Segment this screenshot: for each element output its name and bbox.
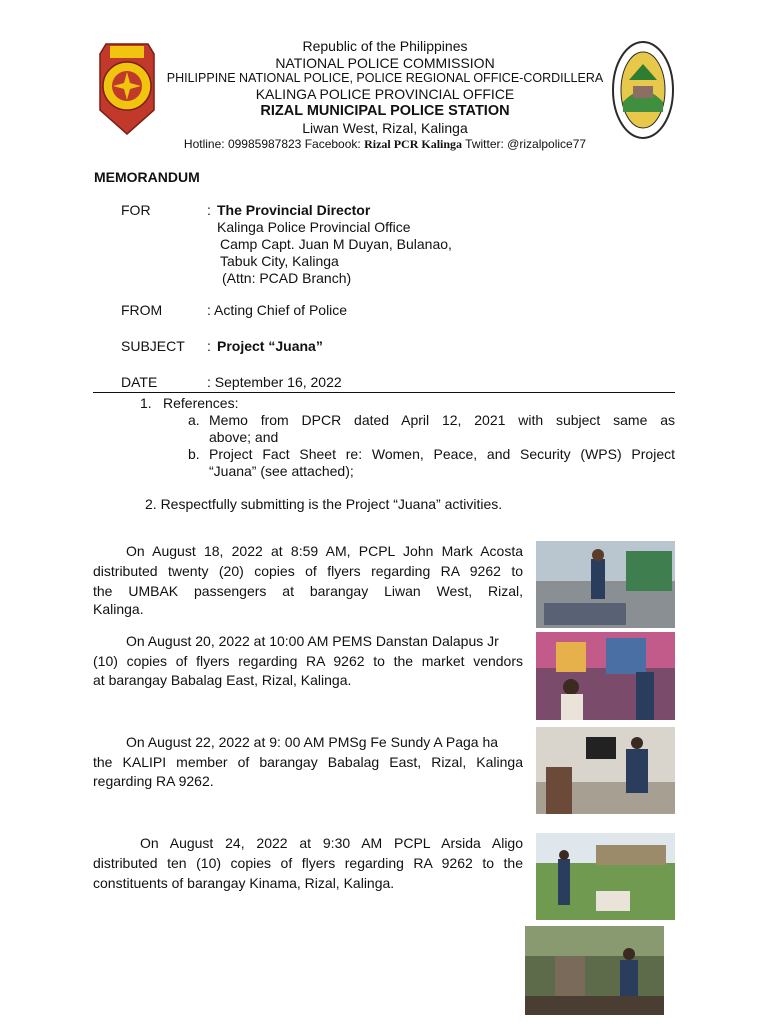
activity-2-line: (10) copies of flyers regarding RA 9262 to the market vendors	[93, 653, 523, 669]
from-label: FROM	[121, 302, 163, 318]
header-republic: Republic of the Philippines	[302, 38, 468, 54]
activity-4-photo	[536, 833, 675, 920]
activity-3-line: the KALIPI member of barangay Babalag East, Rizal, Kalinga	[93, 754, 523, 770]
subject-value: Project “Juana”	[217, 338, 323, 354]
for-line: Camp Capt. Juan M Duyan, Bulanao,	[220, 236, 452, 252]
ref-number: 1.	[140, 395, 152, 411]
for-colon: :	[207, 202, 211, 218]
activity-1-photo	[536, 541, 675, 628]
activity-1-line: the UMBAK passengers at barangay Liwan West, Rizal,	[93, 583, 523, 599]
hotline-text: Hotline: 09985987823 Facebook:	[183, 137, 365, 151]
for-label: FOR	[121, 202, 151, 218]
ref-b-line: “Juana” (see attached);	[209, 463, 354, 479]
activity-1-line: Kalinga.	[93, 601, 144, 617]
ref-b-line: Project Fact Sheet re: Women, Peace, and Security (WPS) Project	[209, 446, 675, 462]
from-value: : Acting Chief of Police	[207, 302, 348, 318]
pnp-logo	[96, 40, 158, 138]
ref-a-line: Memo from DPCR dated April 12, 2021 with subject same as	[209, 412, 675, 428]
date-label: DATE	[121, 374, 158, 390]
activity-1-line: distributed twenty (20) copies of flyers regarding RA 9262 to	[93, 563, 523, 579]
activity-2-line: at barangay Babalag East, Rizal, Kalinga.	[93, 672, 352, 688]
header-napolcom: NATIONAL POLICE COMMISSION	[275, 55, 495, 71]
header-address: Liwan West, Rizal, Kalinga	[302, 120, 468, 136]
twitter-text: Twitter: @rizalpolice77	[462, 137, 587, 151]
activity-5-photo	[525, 926, 664, 1015]
for-line: Kalinga Police Provincial Office	[217, 219, 411, 235]
ref-a-line: above; and	[209, 429, 279, 445]
activity-3-photo	[536, 727, 675, 814]
subject-label: SUBJECT	[121, 338, 185, 354]
header-station-name: RIZAL MUNICIPAL POLICE STATION	[260, 103, 510, 119]
activity-2-line: On August 20, 2022 at 10:00 AM PEMS Danstan Dalapus Jr	[126, 633, 499, 649]
activity-3-line: On August 22, 2022 at 9: 00 AM PMSg Fe Sundy A Paga ha	[126, 734, 499, 750]
for-value: The Provincial Director	[217, 202, 371, 218]
header-contacts	[150, 137, 620, 152]
references-title: References:	[163, 395, 239, 411]
subject-colon: :	[207, 338, 211, 354]
ref-b-letter: b.	[188, 446, 200, 462]
header-provincial-office: KALINGA POLICE PROVINCIAL OFFICE	[255, 86, 515, 102]
for-line: Tabuk City, Kalinga	[220, 253, 339, 269]
ref-a-letter: a.	[188, 412, 200, 428]
header-pnp-region: PHILIPPINE NATIONAL POLICE, POLICE REGIONAL OFFICE-CORDILLERA	[166, 71, 604, 85]
activity-1-line: On August 18, 2022 at 8:59 AM, PCPL John Mark Acosta	[126, 543, 523, 559]
date-value: : September 16, 2022	[207, 374, 342, 390]
header-divider	[93, 392, 675, 393]
activity-4-line: On August 24, 2022 at 9:30 AM PCPL Arsida Aligo	[140, 835, 523, 851]
activity-4-line: constituents of barangay Kinama, Rizal, Kalinga.	[93, 875, 395, 891]
memo-title: MEMORANDUM	[94, 169, 200, 185]
activity-2-photo	[536, 632, 675, 720]
for-line: (Attn: PCAD Branch)	[222, 270, 352, 286]
paragraph-2: 2. Respectfully submitting is the Project “Juana” activities.	[145, 496, 503, 512]
rizal-seal-logo	[611, 40, 675, 140]
activity-3-line: regarding RA 9262.	[93, 773, 214, 789]
facebook-link[interactable]: Rizal PCR Kalinga	[364, 137, 463, 151]
activity-4-line: distributed ten (10) copies of flyers regarding RA 9262 to the	[93, 855, 523, 871]
